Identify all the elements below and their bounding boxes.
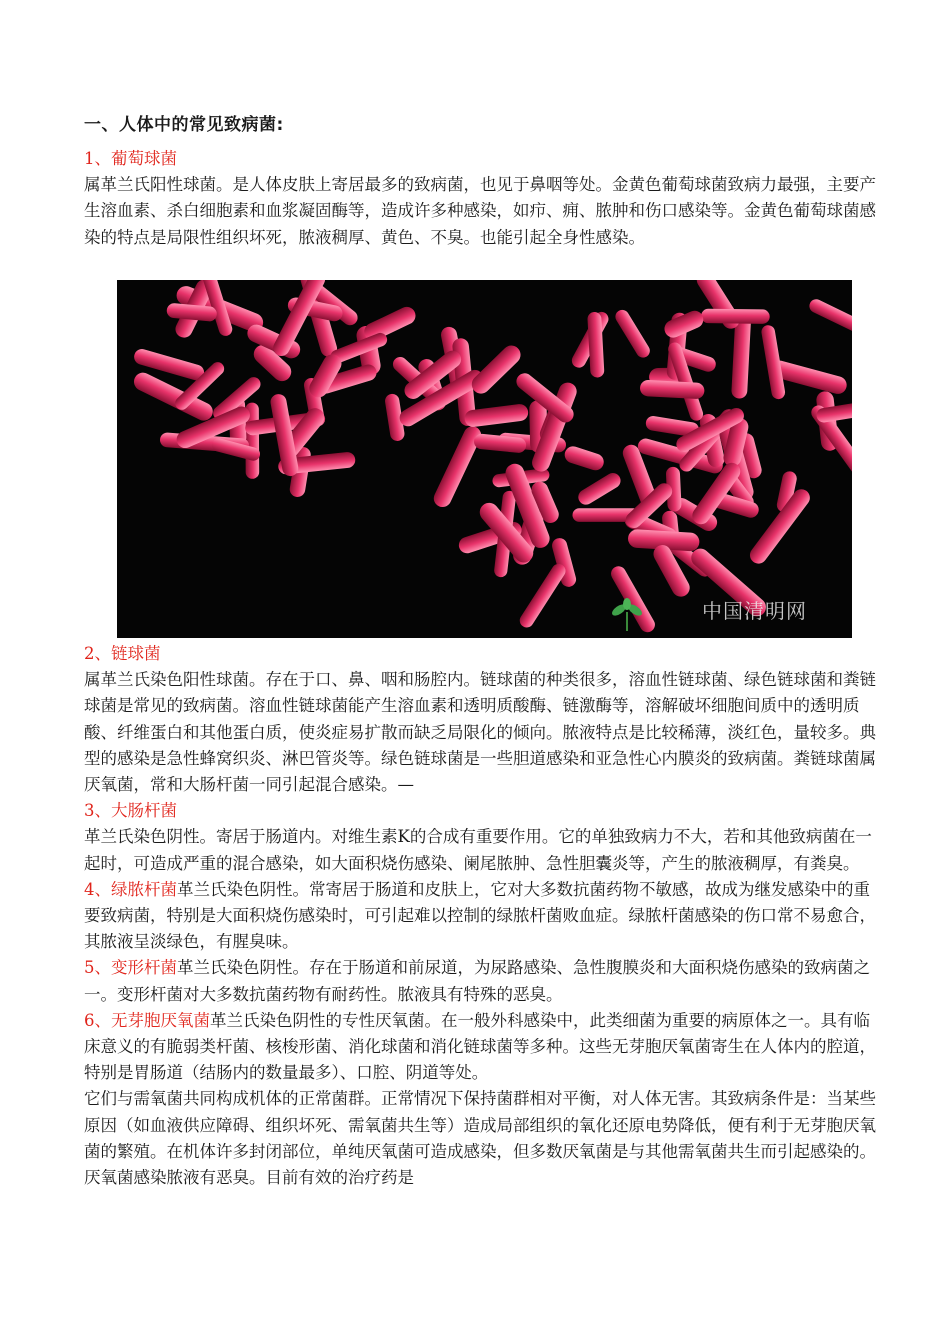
bacterium-rod	[701, 309, 770, 324]
subsection-body: 它们与需氧菌共同构成机体的正常菌群。正常情况下保持菌群相对平衡，对人体无害。其致病条件是：当某些原因（如血液供应障碍、组织坏死、需氧菌共生等）造成局部组织的氧化还原电势降低，便有利于无芽胞厌氧菌的繁殖。在机体许多封闭部位，单纯厌氧菌可造成感染，但多数厌氧菌是与其他需氧菌共生而引起感染的。厌氧菌感染脓液有恶臭。目前有效的治疗药是	[84, 1089, 876, 1188]
subsection-body: 属革兰氏阳性球菌。是人体皮肤上寄居最多的致病菌，也见于鼻咽等处。金黄色葡萄球菌致病力最强，主要产生溶血素、杀白细胞素和血浆凝固酶等，造成许多种感染，如疖、痈、脓肿和伤口感染等。金黄色葡萄球菌感染的特点是局限性组织坏死，脓液稠厚、黄色、不臭。也能引起全身性感染。	[84, 175, 876, 247]
bacteria-illustration	[117, 280, 852, 638]
subsection-title: 2、链球菌	[84, 644, 161, 663]
section-streptococcus	[84, 641, 884, 1191]
subsection-body: 革兰氏染色阴性。常寄居于肠道和皮肤上，它对大多数抗菌药物不敏感，故成为继发感染中的重要致病菌，特别是大面积烧伤感染时，可引起难以控制的绿脓杆菌败血症。绿脓杆菌感染的伤口常不易愈合，其脓液呈淡绿色，有腥臭味。	[84, 879, 876, 952]
bacterium-rod	[640, 380, 705, 400]
subsection-title: 5、变形杆菌	[84, 958, 177, 978]
subsection-body: 革兰氏染色阴性。寄居于肠道内。对维生素K的合成有重要作用。它的单独致病力不大，若和其他致病菌在一起时，可造成严重的混合感染，如大面积烧伤感染、阑尾脓肿、急性胆囊炎等，产生的脓液稠厚，有粪臭。	[84, 827, 872, 873]
subsection-body: 革兰氏染色阴性的专性厌氧菌。在一般外科感染中，此类细菌为重要的病原体之一。具有临床意义的有脆弱类杆菌、核梭形菌、消化球菌和消化链球菌等多种。这些无芽胞厌氧菌寄生在人体内的腔道，特别是胃肠道（结肠内的数量最多）、口腔、阴道等处。	[84, 1010, 876, 1083]
bacterium-rod	[613, 307, 653, 360]
bacterium-rod	[517, 561, 568, 630]
bacterium-rod	[807, 297, 852, 335]
subsection-title: 6、无芽胞厌氧菌	[84, 1010, 210, 1030]
leaf-logo-icon	[607, 598, 647, 632]
image-watermark: 中国清明网	[702, 599, 807, 623]
bacterium-rod	[575, 470, 623, 507]
section-staphylococcus	[84, 146, 884, 251]
subsection-title: 3、大肠杆菌	[84, 801, 177, 821]
subsection-body: 革兰氏染色阴性。存在于肠道和前尿道，为尿路感染、急性腹膜炎和大面积烧伤感染的致病菌之一。变形杆菌对大多数抗菌药物有耐药性。脓液具有特殊的恶臭。	[84, 958, 870, 1004]
subsection-body: 属革兰氏染色阳性球菌。存在于口、鼻、咽和肠腔内。链球菌的种类很多，溶血性链球菌、绿色链球菌和粪链球菌是常见的致病菌。溶血性链球菌能产生溶血素和透明质酸酶、链激酶等，溶解破坏细胞间质中的透明质酸、纤维蛋白和其他蛋白质，使炎症易扩散而缺乏局限化的倾向。脓液特点是比较稀薄，淡红色，量较多。典型的感染是急性蜂窝织炎、淋巴管炎等。绿色链球菌是一些胆道感染和亚急性心内膜炎的致病菌。粪链球菌属厌氧菌，常和大肠杆菌一同引起混合感染。—	[84, 670, 876, 795]
subsection-title: 1、葡萄球菌	[84, 149, 177, 168]
bacterium-rod	[468, 342, 524, 398]
section-heading: 一、人体中的常见致病菌:	[84, 115, 284, 135]
bacterium-rod	[563, 444, 606, 472]
bacteria-micrograph	[117, 280, 852, 638]
subsection-title: 4、绿脓杆菌	[84, 879, 177, 899]
